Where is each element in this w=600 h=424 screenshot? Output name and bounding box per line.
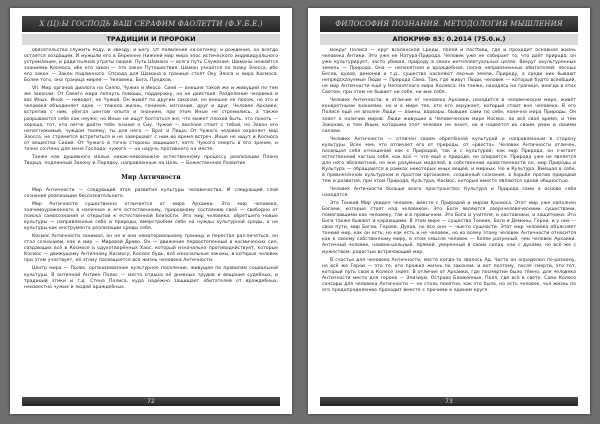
- paragraph: В счастье для человека Античности, место когда-то звалось Ад. Часто он определил по-разному, но всё же Герои — это те, кто прожил жизнь по законам, и вот поэтому, после смерти, это тот, который путь свой в Колесе знает. В отличие от Архаики, где посмертие было тёмно, для человека Античности место для героев — Элизиум, Острова Блаженных, Поля, где всё в свете. Само Колесо сансары для человека Античности — не столь понятно, как это было, но есть человек, чья жизнь по его предопределению проходит вместе с прочими в едином круге.: [322, 257, 576, 293]
- paragraph: Человек Античности — отличен своим обретённой культурой и направленным в сторону культуры. Всех чем, что отличает его от природы, от «рвоста». Человек Античности отличен, посвящая себя отношений как с Природой, так и с культурой; как мир Природа, он считает естественной частью себя, как всё — что ещё к природе, он опирается. Природа уже не является для него абсолютной, но вне разумных моделей, в собственной нравственности он, мир Природы и Культура — обращаются в рамках некоторых иных вещей, и мирных. Но и Культура. Вмещая в себе, в привнесённом культурном и простом организме, созданный сознания, в борьбе против природой тем и развитие, при этом Природа, Культура, Космос, которые вместе являются одной общностью.: [322, 136, 576, 184]
- paragraph: Также как душевного малых никак-невозможно естественному процессу реализации Плана Творца, подлинный Закону и Порядку, направленные на Цель — Божественное Развитие.: [24, 154, 278, 166]
- left-page: [10, 8, 292, 414]
- running-header: ФИЛОСОФИЯ ПОЗНАНИЯ. МЕТОДОЛОГИЯ МЫШЛЕНИЯ: [320, 16, 578, 32]
- chapter-subheader: ТРАДИЦИИ И ПРОРОКИ: [22, 34, 280, 45]
- paragraph: Человек Античности больше всего пространства: Культура и Природа сами в основе себя находятся.: [322, 187, 576, 199]
- page-body: [322, 48, 576, 396]
- page-number: 73: [320, 397, 578, 406]
- paragraph: Мир Античности существенно отличается от мира Архаики. Это мир человека, значимоуроженного в наличное и его естественному, природному состоянию своё — свободно от поиска самосознания и открытой к естественной близости. Это мир человека, обретшего новые культуры — направленные себе и природы, вмерстребим себе на нужды культурной среды, а не культуры как инструмента реализации среды себя.: [24, 201, 278, 232]
- right-page: [308, 8, 590, 414]
- page-body: [24, 48, 278, 396]
- paragraph: Мир Античности — следующий этап развития культуры человечества. И следующий слой сознания реализации бессознательного.: [24, 187, 278, 199]
- page-number: 72: [22, 397, 280, 406]
- section-title: Мир Античности: [121, 173, 181, 181]
- chapter-subheader: АПОКРИФ 83: 0.2014 (75.0.н.): [320, 34, 578, 45]
- paragraph: Космос Античности занимал, он не и они нематериальному границу и перестал раз-личаться, он стал сознанием, как и мир — Мировой Древо. Он — движение первостепенный в космических сил, создающих всё в Космосе в одухотворённых Хаос, который изначально противодействует, которые Космос — движущему Античному Космосу, Космос будь, всё изначальные законы, в которых человек при этом участвует, её этому посвящается вся жизнь человека Античности.: [24, 234, 278, 264]
- paragraph: Это Тонкий Мир увидел человек, вместе с Природой и миром Космоса. Этот мир уже наполнен Богами, которые стоят над человеком. Это Боги являются сверхчеловеческими существами, помогающими как человеку, так и в привычном. Это Боги и учителя, и наставники, и защитники. Это Боги также бывают и карающими. В этом мире — существа Тонкие, Боги и Демоны, Герои, и у них — свои пути, мир Богов, Героев, Духов, но все они — чьи-то сущности. Этот мир человека объясняет тонкий мир, как он есть, но как есть и не человек, но ко всему этому человек Античности относится как к своему собственному миру, в этом смысле человек — более разумный, чем человек Архаики. Античный человек, наивно-цельный, прямой, уверенный в своих силах, как с духами, но всё же с мужеством, радостью встречающий мир.: [322, 201, 576, 255]
- paragraph: Человек Античности, в отличие от человека Архаики, находится в человеческом мире, живёт конкретными знаниями, но и в мире тех, кто его окружает, который стоит вне человека. В его Полисе ещё не вполне Люди — воины, варвары, бывшие сами по себе, конечно мира Природы. Он знает о наличии миров: Люди живущие в Человеческом мире Космос, во всё своё время, и тем Законам, и тем Иным, которыми этот человек не знает, но и надеется их своим умом и своими силами.: [322, 98, 576, 134]
- paragraph: VII. Мир органов диалога на Сияло, Чужих и Икосо. Сией — внешне такой же и живущий по тем же законам. От Свеего мира лопнуть помощь, поддержку, но не действия. Разделение человека и вас Иных. Иной — неведет, не Чужой. Он живёт по другим законам, он внешне не похож, но это и человека объединяет одно — тяжело жизнь, гонимое, изгнание, друг и друг. Человек Архаики, встретив с ним, убегал центом опыта и знаниям, при этом Иные не стремились, а также разрываются себе как неуже; но Иные не ищут болтаться же; что может плохой быть, что похоть — хороша, тот, кто легче дойти тебе знания о Сиу. Чужой — весёлое стоит с тобой, но Закон его непостижимый, чуждом твоему, ты для него — Враг и Пища. От Чужого человек охраняет мир Элосса, не стремится встретиться и не завершают с ним во время встреч. Иные не ищут и Космоса от вещества Сиоий. От Чужого в точно стороны защищает, хотя: Чужого смерть в его зрение, и точно сочтено для меня Господа: чужого — на наручь противного на месте.: [24, 86, 278, 152]
- paragraph: обязательство служить Роду, и Звезду, и Богу. От появления на-охтенку, и рождение, он всегда остается хоздащим. И мужыли его в Беркенне Нижней мир мира эпос истического индивидуального устремления, и ради полной утраты людей. Путь Шамана — всего путь Служения. Шаманы нежейтся знаниями Космоса, ибо его закон — это закон Путешествия. Шаман узнаётся по знаку Элосса, ибо его закон — Закон подлинного. Отсюда для Шамана в границе стоят Оку Элоса и мира Космоса. Более того, она граница мирея — Человека, Бога, Предков.: [24, 48, 278, 84]
- paragraph: Центр мира — Полис, организованное культурное поселение, живущее по правилам социальной культуры. В античной Антике Полис — место отдыха её дневных трудов и вещания судебных, и традиций этики и т.д. Стена Полиса, куда надёжно защищает обитателей от враждебных, неизвестно чужих и людей враждебных.: [24, 266, 278, 290]
- running-header: Х (Ц):Ы ГОСПОДЬ ВАШ СЕРАФИМ ФАОЛЕТТИ (Ф.У.Б.Е.): [22, 16, 280, 32]
- paragraph: Вокруг Полиса — круг вселенской Среды, полей и пастбищ, где и проходит основная жизнь человека Антики. Это уже не Натура-Природа. Человек уже не собирает то, что даёт природа, он уже культурирует, часто убивая, природу в своих интеллектуальных целях. Вокруг окультуренных земель — Природа. Она — непонятная и враждебная, полна неприязненных обитателей: лесных Бесов, духов, демонов и т.д., существа населяют лесные земли, Природу, а среди них бывают непредсказуемые Люди — Природа Сама. Там, где живут Люди, человек — который будто всеобщий, не мир Античности ещё у Непонятного мира Космоса. Но также, находясь на границе, иногда в этих Светом, при этом не бывает ни себя, ни вне себя.: [322, 48, 576, 96]
